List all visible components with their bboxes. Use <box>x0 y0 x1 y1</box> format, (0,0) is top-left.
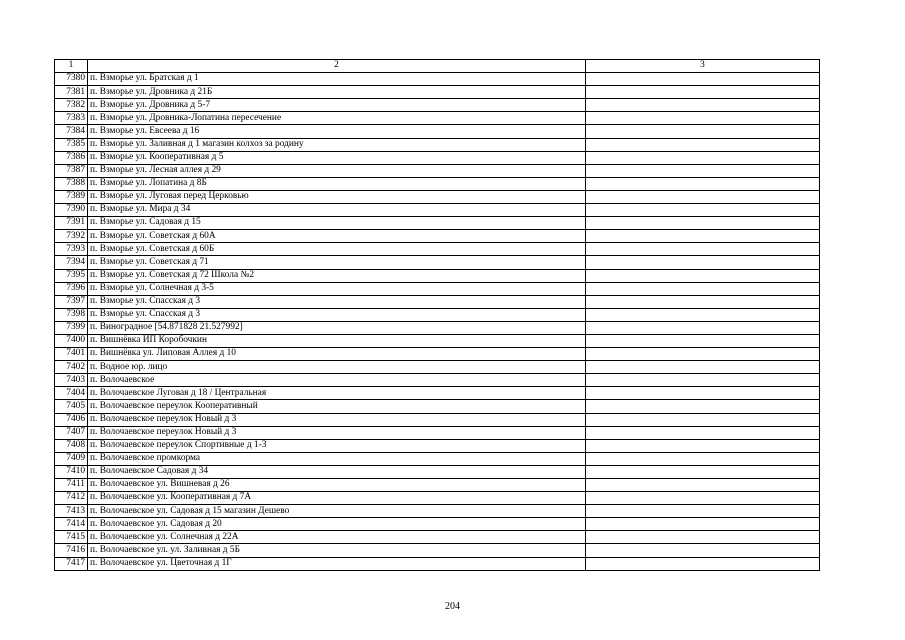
note-cell <box>586 492 820 505</box>
address-cell: п. Взморье ул. Лопатина д 8Б <box>88 177 586 190</box>
note-cell <box>586 479 820 492</box>
column-header-1: 1 <box>55 60 88 73</box>
address-cell: п. Взморье ул. Заливная д 1 магазин колхоз за родину <box>88 138 586 151</box>
note-cell <box>586 531 820 544</box>
table-row <box>55 334 820 347</box>
note-cell <box>586 308 820 321</box>
row-number-cell: 7385 <box>55 138 88 151</box>
row-number-cell: 7398 <box>55 308 88 321</box>
note-cell <box>586 190 820 203</box>
address-cell: п. Взморье ул. Евсеева д 16 <box>88 125 586 138</box>
address-cell: п. Волочаевское промкорма <box>88 452 586 465</box>
table-row <box>55 505 820 518</box>
row-number-cell: 7390 <box>55 204 88 217</box>
note-cell <box>586 217 820 230</box>
note-cell <box>586 361 820 374</box>
row-number-cell: 7402 <box>55 361 88 374</box>
address-cell: п. Взморье ул. Дровника д 5-7 <box>88 99 586 112</box>
table-row <box>55 400 820 413</box>
row-number-cell: 7411 <box>55 479 88 492</box>
note-cell <box>586 99 820 112</box>
note-cell <box>586 177 820 190</box>
address-cell: п. Волочаевское ул. Садовая д 20 <box>88 518 586 531</box>
address-cell: п. Волочаевское ул. Цветочная д 1Г <box>88 557 586 570</box>
note-cell <box>586 452 820 465</box>
address-cell: п. Вишнёвка ИП Коробочкин <box>88 334 586 347</box>
address-cell: п. Волочаевское переулок Новый д 3 <box>88 413 586 426</box>
address-cell: п. Взморье ул. Советская д 60А <box>88 230 586 243</box>
address-cell: п. Взморье ул. Советская д 71 <box>88 256 586 269</box>
note-cell <box>586 204 820 217</box>
row-number-cell: 7404 <box>55 387 88 400</box>
note-cell <box>586 374 820 387</box>
note-cell <box>586 73 820 86</box>
table-row <box>55 426 820 439</box>
table-row <box>55 86 820 99</box>
row-number-cell: 7417 <box>55 557 88 570</box>
table-row <box>55 125 820 138</box>
row-number-cell: 7389 <box>55 190 88 203</box>
address-cell: п. Волочаевское ул. ул. Заливная д 5Б <box>88 544 586 557</box>
address-cell: п. Волочаевское <box>88 374 586 387</box>
note-cell <box>586 151 820 164</box>
row-number-cell: 7400 <box>55 334 88 347</box>
table-row <box>55 387 820 400</box>
row-number-cell: 7382 <box>55 99 88 112</box>
address-cell: п. Взморье ул. Кооперативная д 5 <box>88 151 586 164</box>
row-number-cell: 7381 <box>55 86 88 99</box>
table-row <box>55 282 820 295</box>
table-row <box>55 492 820 505</box>
table-row <box>55 217 820 230</box>
table-row <box>55 361 820 374</box>
address-cell: п. Волочаевское ул. Кооперативная д 7А <box>88 492 586 505</box>
address-cell: п. Волочаевское ул. Солнечная д 22А <box>88 531 586 544</box>
note-cell <box>586 138 820 151</box>
address-table <box>54 59 820 571</box>
row-number-cell: 7414 <box>55 518 88 531</box>
note-cell <box>586 400 820 413</box>
table-row <box>55 177 820 190</box>
table-row <box>55 465 820 478</box>
table-row <box>55 112 820 125</box>
address-cell: п. Волочаевское ул. Садовая д 15 магазин Дешево <box>88 505 586 518</box>
table-row <box>55 374 820 387</box>
table-row <box>55 308 820 321</box>
address-cell: п. Взморье ул. Братская д 1 <box>88 73 586 86</box>
table-row <box>55 164 820 177</box>
column-header-3: 3 <box>586 60 820 73</box>
address-cell: п. Виноградное [54.871828 21.527992] <box>88 321 586 334</box>
row-number-cell: 7403 <box>55 374 88 387</box>
note-cell <box>586 413 820 426</box>
row-number-cell: 7387 <box>55 164 88 177</box>
table-row <box>55 230 820 243</box>
note-cell <box>586 518 820 531</box>
note-cell <box>586 282 820 295</box>
row-number-cell: 7396 <box>55 282 88 295</box>
address-cell: п. Волочаевское переулок Спортивные д 1-3 <box>88 439 586 452</box>
table-row <box>55 557 820 570</box>
address-cell: п. Взморье ул. Дровника д 21Б <box>88 86 586 99</box>
address-cell: п. Взморье ул. Садовая д 15 <box>88 217 586 230</box>
note-cell <box>586 164 820 177</box>
address-cell: п. Водное юр. лицо <box>88 361 586 374</box>
note-cell <box>586 465 820 478</box>
address-cell: п. Взморье ул. Мира д 34 <box>88 204 586 217</box>
address-cell: п. Взморье ул. Дровника-Лопатина пересечение <box>88 112 586 125</box>
row-number-cell: 7413 <box>55 505 88 518</box>
note-cell <box>586 295 820 308</box>
note-cell <box>586 112 820 125</box>
table-row <box>55 73 820 86</box>
row-number-cell: 7395 <box>55 269 88 282</box>
note-cell <box>586 426 820 439</box>
address-cell: п. Взморье ул. Солнечная д 3-5 <box>88 282 586 295</box>
row-number-cell: 7410 <box>55 465 88 478</box>
row-number-cell: 7391 <box>55 217 88 230</box>
table-row <box>55 439 820 452</box>
address-cell: п. Взморье ул. Советская д 60Б <box>88 243 586 256</box>
row-number-cell: 7393 <box>55 243 88 256</box>
address-cell: п. Взморье ул. Лесная аллея д 29 <box>88 164 586 177</box>
row-number-cell: 7412 <box>55 492 88 505</box>
table-row <box>55 295 820 308</box>
column-header-2: 2 <box>88 60 586 73</box>
row-number-cell: 7408 <box>55 439 88 452</box>
note-cell <box>586 557 820 570</box>
address-cell: п. Взморье ул. Советская д 72 Школа №2 <box>88 269 586 282</box>
table-row <box>55 518 820 531</box>
table-row <box>55 243 820 256</box>
row-number-cell: 7416 <box>55 544 88 557</box>
row-number-cell: 7394 <box>55 256 88 269</box>
row-number-cell: 7383 <box>55 112 88 125</box>
note-cell <box>586 348 820 361</box>
row-number-cell: 7388 <box>55 177 88 190</box>
note-cell <box>586 269 820 282</box>
table-row <box>55 99 820 112</box>
table-row <box>55 452 820 465</box>
address-cell: п. Волочаевское ул. Вишневая д 26 <box>88 479 586 492</box>
row-number-cell: 7399 <box>55 321 88 334</box>
table-row <box>55 151 820 164</box>
note-cell <box>586 334 820 347</box>
note-cell <box>586 230 820 243</box>
note-cell <box>586 505 820 518</box>
row-number-cell: 7406 <box>55 413 88 426</box>
address-cell: п. Волочаевское переулок Кооперативный <box>88 400 586 413</box>
address-cell: п. Волочаевское переулок Новый д 3 <box>88 426 586 439</box>
address-table-body <box>55 60 820 571</box>
note-cell <box>586 243 820 256</box>
row-number-cell: 7397 <box>55 295 88 308</box>
row-number-cell: 7407 <box>55 426 88 439</box>
note-cell <box>586 387 820 400</box>
address-cell: п. Взморье ул. Спасская д 3 <box>88 295 586 308</box>
table-row <box>55 204 820 217</box>
row-number-cell: 7409 <box>55 452 88 465</box>
row-number-cell: 7386 <box>55 151 88 164</box>
table-header-row <box>55 60 820 73</box>
table-row <box>55 413 820 426</box>
address-cell: п. Вишнёвка ул. Липовая Аллея д 10 <box>88 348 586 361</box>
page-number: 204 <box>445 601 460 612</box>
address-cell: п. Взморье ул. Луговая перед Церковью <box>88 190 586 203</box>
table-row <box>55 138 820 151</box>
address-cell: п. Волочаевское Луговая д 18 / Центральная <box>88 387 586 400</box>
row-number-cell: 7392 <box>55 230 88 243</box>
row-number-cell: 7405 <box>55 400 88 413</box>
table-row <box>55 531 820 544</box>
row-number-cell: 7380 <box>55 73 88 86</box>
note-cell <box>586 439 820 452</box>
note-cell <box>586 125 820 138</box>
table-row <box>55 321 820 334</box>
note-cell <box>586 86 820 99</box>
note-cell <box>586 544 820 557</box>
table-row <box>55 348 820 361</box>
table-row <box>55 190 820 203</box>
row-number-cell: 7384 <box>55 125 88 138</box>
table-row <box>55 544 820 557</box>
table-row <box>55 269 820 282</box>
note-cell <box>586 321 820 334</box>
table-row <box>55 256 820 269</box>
note-cell <box>586 256 820 269</box>
row-number-cell: 7415 <box>55 531 88 544</box>
address-cell: п. Взморье ул. Спасская д 3 <box>88 308 586 321</box>
table-row <box>55 479 820 492</box>
address-cell: п. Волочаевское Садовая д 34 <box>88 465 586 478</box>
row-number-cell: 7401 <box>55 348 88 361</box>
